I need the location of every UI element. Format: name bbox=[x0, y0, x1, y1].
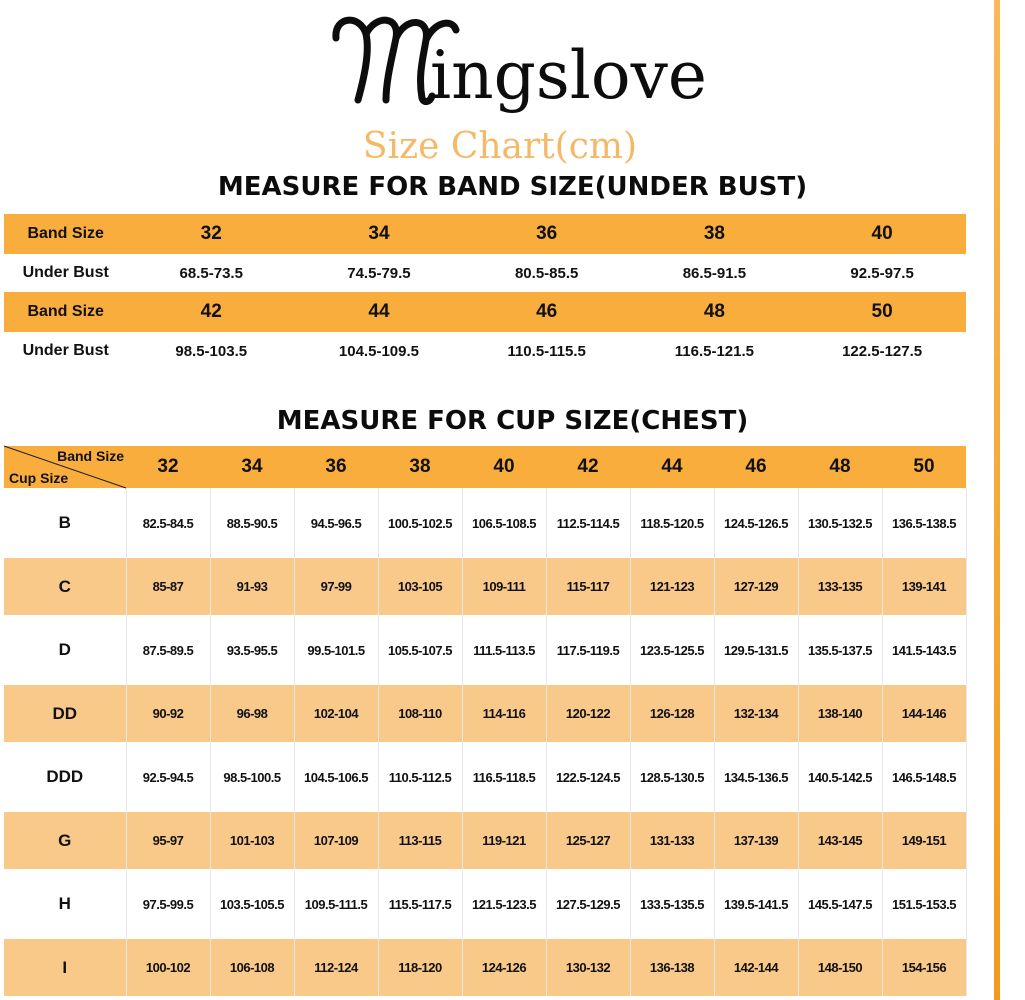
chest-value: 112-124 bbox=[294, 939, 378, 996]
under-bust-value: 104.5-109.5 bbox=[338, 342, 419, 360]
chest-value: 124-126 bbox=[462, 939, 546, 996]
under-bust-value: 68.5-73.5 bbox=[179, 264, 243, 282]
chest-value: 127.5-129.5 bbox=[546, 869, 630, 939]
under-bust-value: 80.5-85.5 bbox=[514, 264, 579, 282]
chest-value: 101-103 bbox=[210, 812, 294, 869]
cup-section-title: MEASURE FOR CUP SIZE(CHEST) bbox=[276, 406, 749, 436]
chest-value: 104.5-106.5 bbox=[294, 742, 378, 812]
chest-value: 82.5-84.5 bbox=[126, 488, 210, 558]
chest-value: 117.5-119.5 bbox=[546, 615, 630, 685]
under-bust-value: 110.5-115.5 bbox=[507, 342, 586, 360]
chest-value: 119-121 bbox=[462, 812, 546, 869]
band-size-value: 46 bbox=[536, 301, 558, 322]
chest-value: 122.5-124.5 bbox=[546, 742, 630, 812]
cup-row-b bbox=[4, 488, 966, 558]
band-size-header: 34 bbox=[241, 456, 263, 477]
chest-value: 90-92 bbox=[126, 685, 210, 742]
chest-value: 146.5-148.5 bbox=[882, 742, 966, 812]
size-chart-subtitle: Size Chart(cm) bbox=[362, 126, 638, 167]
under-bust-row-2 bbox=[4, 332, 966, 370]
chest-value: 113-115 bbox=[378, 812, 462, 869]
cup-row-h bbox=[4, 869, 966, 939]
cup-row-d bbox=[4, 615, 966, 685]
corner-cell bbox=[4, 446, 126, 488]
cup-row-dd bbox=[4, 685, 966, 742]
chest-value: 96-98 bbox=[210, 685, 294, 742]
chest-value: 97.5-99.5 bbox=[126, 869, 210, 939]
band-size-row-2 bbox=[4, 292, 966, 332]
cup-size-table bbox=[4, 446, 967, 996]
chest-value: 118-120 bbox=[378, 939, 462, 996]
chest-value: 133.5-135.5 bbox=[630, 869, 714, 939]
chest-value: 139-141 bbox=[882, 558, 966, 615]
under-bust-value: 74.5-79.5 bbox=[347, 264, 411, 282]
chest-value: 141.5-143.5 bbox=[882, 615, 966, 685]
chest-value: 154-156 bbox=[882, 939, 966, 996]
chest-value: 121-123 bbox=[630, 558, 714, 615]
chest-value: 144-146 bbox=[882, 685, 966, 742]
chest-value: 107-109 bbox=[294, 812, 378, 869]
chest-value: 130.5-132.5 bbox=[798, 488, 882, 558]
chest-value: 110.5-112.5 bbox=[378, 742, 462, 812]
chest-value: 140.5-142.5 bbox=[798, 742, 882, 812]
cup-label: I bbox=[4, 939, 126, 996]
chest-value: 88.5-90.5 bbox=[210, 488, 294, 558]
cup-row-ddd bbox=[4, 742, 966, 812]
chest-value: 105.5-107.5 bbox=[378, 615, 462, 685]
band-size-table bbox=[4, 214, 966, 370]
chest-value: 133-135 bbox=[798, 558, 882, 615]
chest-value: 98.5-100.5 bbox=[210, 742, 294, 812]
chest-value: 99.5-101.5 bbox=[294, 615, 378, 685]
band-size-value: 32 bbox=[200, 223, 222, 244]
chest-value: 148-150 bbox=[798, 939, 882, 996]
chest-value: 112.5-114.5 bbox=[546, 488, 630, 558]
chest-value: 92.5-94.5 bbox=[126, 742, 210, 812]
chest-value: 128.5-130.5 bbox=[630, 742, 714, 812]
cup-label: D bbox=[4, 615, 126, 685]
chest-value: 143-145 bbox=[798, 812, 882, 869]
chest-value: 139.5-141.5 bbox=[714, 869, 798, 939]
under-bust-row-1 bbox=[4, 254, 966, 292]
under-bust-value: 92.5-97.5 bbox=[850, 264, 914, 282]
cup-table-header-row bbox=[4, 446, 966, 488]
chest-value: 126-128 bbox=[630, 685, 714, 742]
chest-value: 93.5-95.5 bbox=[210, 615, 294, 685]
cup-row-i bbox=[4, 939, 966, 996]
under-bust-label: Under Bust bbox=[22, 264, 109, 281]
band-size-header: 42 bbox=[577, 456, 599, 477]
chest-value: 100.5-102.5 bbox=[378, 488, 462, 558]
chest-value: 108-110 bbox=[378, 685, 462, 742]
chest-value: 127-129 bbox=[714, 558, 798, 615]
corner-band-size-label: Band Size bbox=[57, 448, 124, 464]
chest-value: 131-133 bbox=[630, 812, 714, 869]
corner-cup-size-label: Cup Size bbox=[9, 470, 69, 486]
chest-value: 142-144 bbox=[714, 939, 798, 996]
under-bust-value: 98.5-103.5 bbox=[175, 342, 248, 360]
chest-value: 87.5-89.5 bbox=[126, 615, 210, 685]
band-size-header: 48 bbox=[829, 456, 851, 477]
band-size-label: Band Size bbox=[27, 225, 104, 242]
chest-value: 135.5-137.5 bbox=[798, 615, 882, 685]
chest-value: 134.5-136.5 bbox=[714, 742, 798, 812]
band-size-value: 48 bbox=[703, 301, 725, 322]
band-size-row-1 bbox=[4, 214, 966, 254]
logo-wordmark-text: ingslove bbox=[430, 37, 707, 114]
cup-label: DDD bbox=[4, 742, 126, 812]
band-size-header: 46 bbox=[745, 456, 767, 477]
cup-label: C bbox=[4, 558, 126, 615]
cup-row-g bbox=[4, 812, 966, 869]
under-bust-value: 86.5-91.5 bbox=[682, 264, 747, 282]
chest-value: 103.5-105.5 bbox=[210, 869, 294, 939]
chest-value: 109.5-111.5 bbox=[294, 869, 378, 939]
band-size-header: 38 bbox=[409, 456, 431, 477]
chest-value: 116.5-118.5 bbox=[462, 742, 546, 812]
cup-label: G bbox=[4, 812, 126, 869]
band-size-value: 42 bbox=[200, 301, 222, 322]
band-size-header: 32 bbox=[157, 456, 179, 477]
band-section-title: MEASURE FOR BAND SIZE(UNDER BUST) bbox=[217, 172, 808, 202]
band-size-label: Band Size bbox=[27, 303, 104, 320]
chest-value: 124.5-126.5 bbox=[714, 488, 798, 558]
under-bust-value: 122.5-127.5 bbox=[842, 342, 923, 360]
chest-value: 123.5-125.5 bbox=[630, 615, 714, 685]
chest-value: 130-132 bbox=[546, 939, 630, 996]
chest-value: 106-108 bbox=[210, 939, 294, 996]
band-size-value: 36 bbox=[536, 223, 558, 244]
chest-value: 136-138 bbox=[630, 939, 714, 996]
band-size-header: 50 bbox=[913, 456, 935, 477]
chest-value: 125-127 bbox=[546, 812, 630, 869]
chest-value: 137-139 bbox=[714, 812, 798, 869]
band-size-header: 44 bbox=[661, 456, 683, 477]
chest-value: 97-99 bbox=[294, 558, 378, 615]
band-size-value: 38 bbox=[703, 223, 725, 244]
cup-label: H bbox=[4, 869, 126, 939]
band-size-value: 44 bbox=[368, 301, 390, 322]
chest-value: 149-151 bbox=[882, 812, 966, 869]
chest-value: 114-116 bbox=[462, 685, 546, 742]
chest-value: 132-134 bbox=[714, 685, 798, 742]
chest-value: 138-140 bbox=[798, 685, 882, 742]
chest-value: 118.5-120.5 bbox=[630, 488, 714, 558]
chest-value: 103-105 bbox=[378, 558, 462, 615]
chest-value: 102-104 bbox=[294, 685, 378, 742]
brand-logo-wordmark bbox=[330, 8, 707, 118]
band-size-value: 40 bbox=[871, 223, 893, 244]
chest-value: 120-122 bbox=[546, 685, 630, 742]
band-size-header: 40 bbox=[493, 456, 515, 477]
chest-value: 145.5-147.5 bbox=[798, 869, 882, 939]
chest-value: 115-117 bbox=[546, 558, 630, 615]
chest-value: 111.5-113.5 bbox=[462, 615, 546, 685]
chest-value: 136.5-138.5 bbox=[882, 488, 966, 558]
cup-row-c bbox=[4, 558, 966, 615]
band-size-header: 36 bbox=[325, 456, 347, 477]
chest-value: 121.5-123.5 bbox=[462, 869, 546, 939]
band-size-value: 34 bbox=[368, 223, 390, 244]
chest-value: 109-111 bbox=[462, 558, 546, 615]
chest-value: 94.5-96.5 bbox=[294, 488, 378, 558]
chest-value: 95-97 bbox=[126, 812, 210, 869]
band-size-value: 50 bbox=[871, 301, 893, 322]
chest-value: 151.5-153.5 bbox=[882, 869, 966, 939]
chest-value: 85-87 bbox=[126, 558, 210, 615]
brand-logo bbox=[0, 8, 1000, 118]
under-bust-value: 116.5-121.5 bbox=[674, 342, 755, 360]
under-bust-label: Under Bust bbox=[22, 342, 109, 359]
cup-label: B bbox=[4, 488, 126, 558]
chest-value: 129.5-131.5 bbox=[714, 615, 798, 685]
chest-value: 91-93 bbox=[210, 558, 294, 615]
cup-label: DD bbox=[4, 685, 126, 742]
chest-value: 106.5-108.5 bbox=[462, 488, 546, 558]
chest-value: 100-102 bbox=[126, 939, 210, 996]
chest-value: 115.5-117.5 bbox=[378, 869, 462, 939]
